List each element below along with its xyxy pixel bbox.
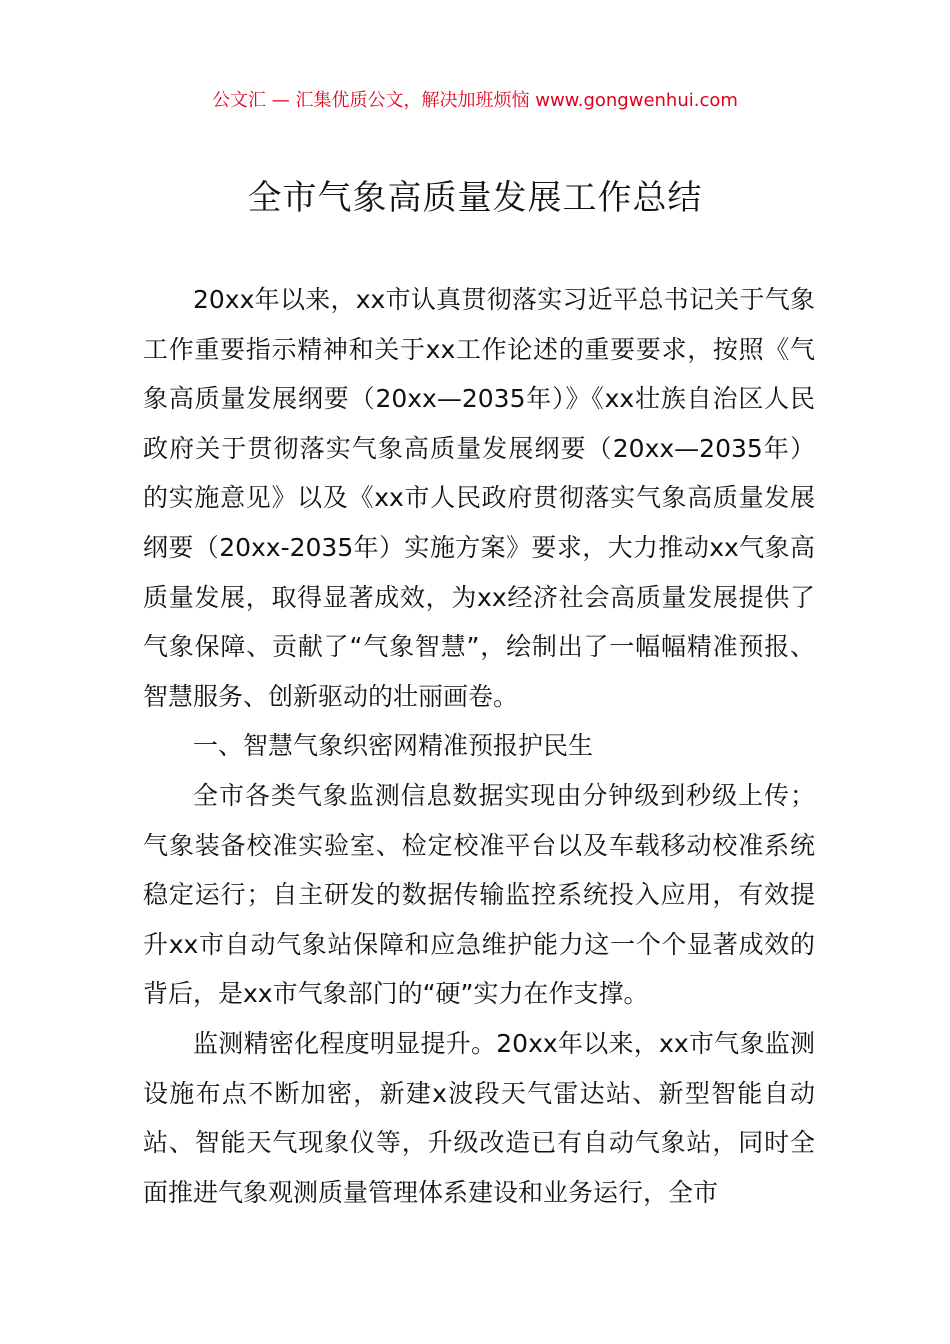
paragraph-section1-2: 监测精密化程度明显提升。20xx年以来，xx市气象监测设施布点不断加密，新建x波段天气雷达站、新型智能自动站、智能天气现象仪等，升级改造已有自动气象站，同时全面推进气象观测质量管理体系建设和业务运行，全市 — [143, 1028, 815, 1207]
section-heading-1: 一、智慧气象织密网精准预报护民生 — [193, 731, 594, 761]
document-body — [143, 275, 815, 1217]
document-title: 全市气象高质量发展工作总结 — [247, 178, 703, 218]
paragraph-intro: 20xx年以来，xx市认真贯彻落实习近平总书记关于气象工作重要指示精神和关于xx工作论述的重要要求，按照《气象高质量发展纲要（20xx—2035年）》《xx壮族自治区人民政府关于贯彻落实气象高质量发展纲要（20xx—2035年）的实施意见》以及《xx市人民政府贯彻落实气象高质量发展纲要（20xx-2035年）实施方案》要求，大力推动xx气象高质量发展，取得显著成效，为xx经济社会高质量发展提供了气象保障、贡献了“气象智慧”，绘制出了一幅幅精准预报、智慧服务、创新驱动的壮丽画卷。 — [143, 285, 815, 711]
header-banner: 公文汇 — 汇集优质公文，解决加班烦恼 www.gongwenhui.com — [212, 90, 738, 111]
paragraph-section1-1: 全市各类气象监测信息数据实现由分钟级到秒级上传；气象装备校准实验室、检定校准平台以及车载移动校准系统稳定运行；自主研发的数据传输监控系统投入应用，有效提升xx市自动气象站保障和应急维护能力这一个个显著成效的背后，是xx市气象部门的“硬”实力在作支撑。 — [143, 780, 815, 1009]
